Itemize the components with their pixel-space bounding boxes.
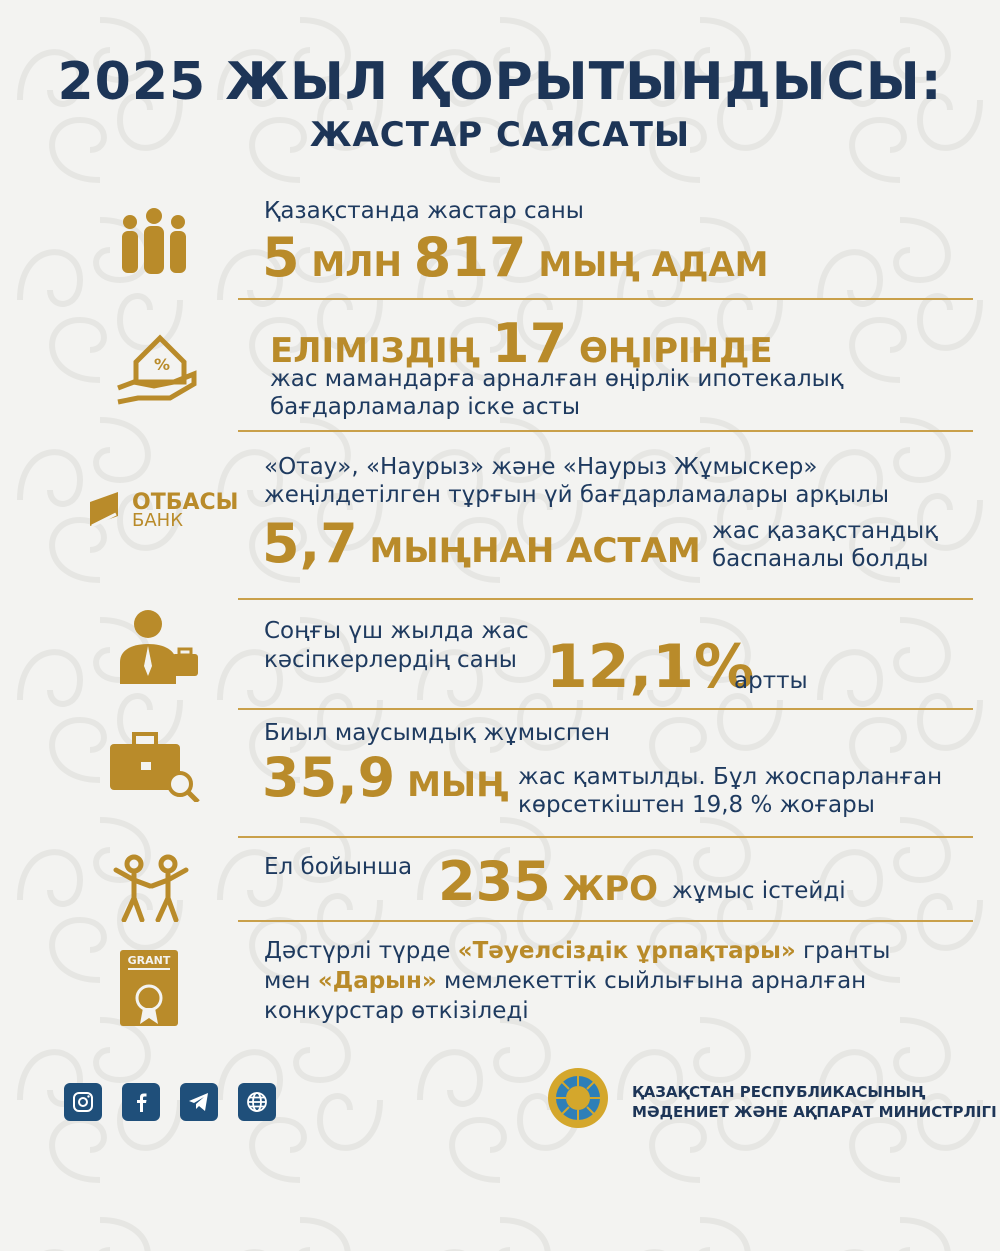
divider	[238, 430, 973, 432]
logo-text-bottom: БАНК	[132, 510, 183, 531]
instagram-icon[interactable]	[64, 1083, 102, 1121]
seasonal-work-desc-2: көрсеткіштен 19,8 % жоғары	[518, 792, 875, 818]
grant-text-1: Дәстүрлі түрде «Тәуелсіздік ұрпақтары» гранты	[264, 938, 891, 964]
svg-text:%: %	[154, 355, 171, 374]
regions-headline: ЕЛІМІЗДІҢ 17 ӨҢІРІНДЕ	[270, 312, 773, 375]
ngo-value: 235 ЖРО	[438, 850, 659, 913]
grant-text-2: мен «Дарын» мемлекеттік сыйлығына арналған	[264, 968, 867, 994]
businessman-icon	[116, 604, 200, 686]
regions-desc-2: бағдарламалар іске асты	[270, 394, 581, 420]
ngo-label: Ел бойынша	[264, 854, 413, 880]
housing-desc-2: баспаналы болды	[712, 546, 929, 572]
entrepreneurs-value: 12,1%	[546, 632, 755, 702]
divider	[238, 920, 973, 922]
entrepreneurs-label-1: Соңғы үш жылда жас	[264, 618, 529, 644]
people-group-icon	[118, 206, 190, 276]
divider	[238, 708, 973, 710]
logo-text-top: ОТБАСЫ	[132, 490, 239, 515]
ngo-after: жұмыс істейді	[672, 878, 846, 904]
divider	[238, 298, 973, 300]
state-emblem-icon	[546, 1066, 610, 1130]
volunteers-icon	[112, 850, 190, 922]
grant-certificate-icon	[118, 948, 180, 1028]
housing-programs-2: жеңілдетілген тұрғын үй бағдарламалары арқылы	[264, 482, 890, 508]
facebook-icon[interactable]	[122, 1083, 160, 1121]
seasonal-work-desc-1: жас қамтылды. Бұл жоспарланған	[518, 764, 943, 790]
entrepreneurs-after: артты	[734, 668, 808, 694]
seasonal-work-label: Биыл маусымдық жұмыспен	[264, 720, 611, 746]
regions-desc-1: жас мамандарға арналған өңірлік ипотекалық	[270, 366, 844, 392]
divider	[238, 598, 973, 600]
housing-value: 5,7 МЫҢНАН АСТАМ	[262, 512, 701, 575]
seasonal-work-value: 35,9 МЫҢ	[262, 746, 509, 809]
page-subtitle: ЖАСТАР САЯСАТЫ	[309, 115, 691, 155]
housing-desc-1: жас қазақстандық	[712, 518, 939, 544]
youth-count-value: 5 МЛН 817 МЫҢ АДАМ	[262, 226, 769, 289]
otbasy-logo-mark-icon	[90, 492, 118, 526]
youth-count-label: Қазақстанда жастар саны	[264, 198, 584, 224]
globe-icon[interactable]	[238, 1083, 276, 1121]
briefcase-search-icon	[108, 730, 200, 802]
page-title: 2025 ЖЫЛ ҚОРЫТЫНДЫСЫ:	[57, 52, 943, 112]
grant-text-3: конкурстар өткізіледі	[264, 998, 529, 1024]
housing-programs-1: «Отау», «Наурыз» және «Наурыз Жұмыскер»	[264, 454, 818, 480]
house-in-hand-icon	[114, 322, 198, 408]
entrepreneurs-label-2: кәсіпкерлердің саны	[264, 647, 517, 673]
divider	[238, 836, 973, 838]
ministry-name: ҚАЗАҚСТАН РЕСПУБЛИКАСЫНЫҢ МӘДЕНИЕТ ЖӘНЕ АҚПАРАТ МИНИСТРЛІГІ	[632, 1083, 997, 1121]
telegram-icon[interactable]	[180, 1083, 218, 1121]
grant-icon-label: GRANT	[127, 954, 171, 967]
